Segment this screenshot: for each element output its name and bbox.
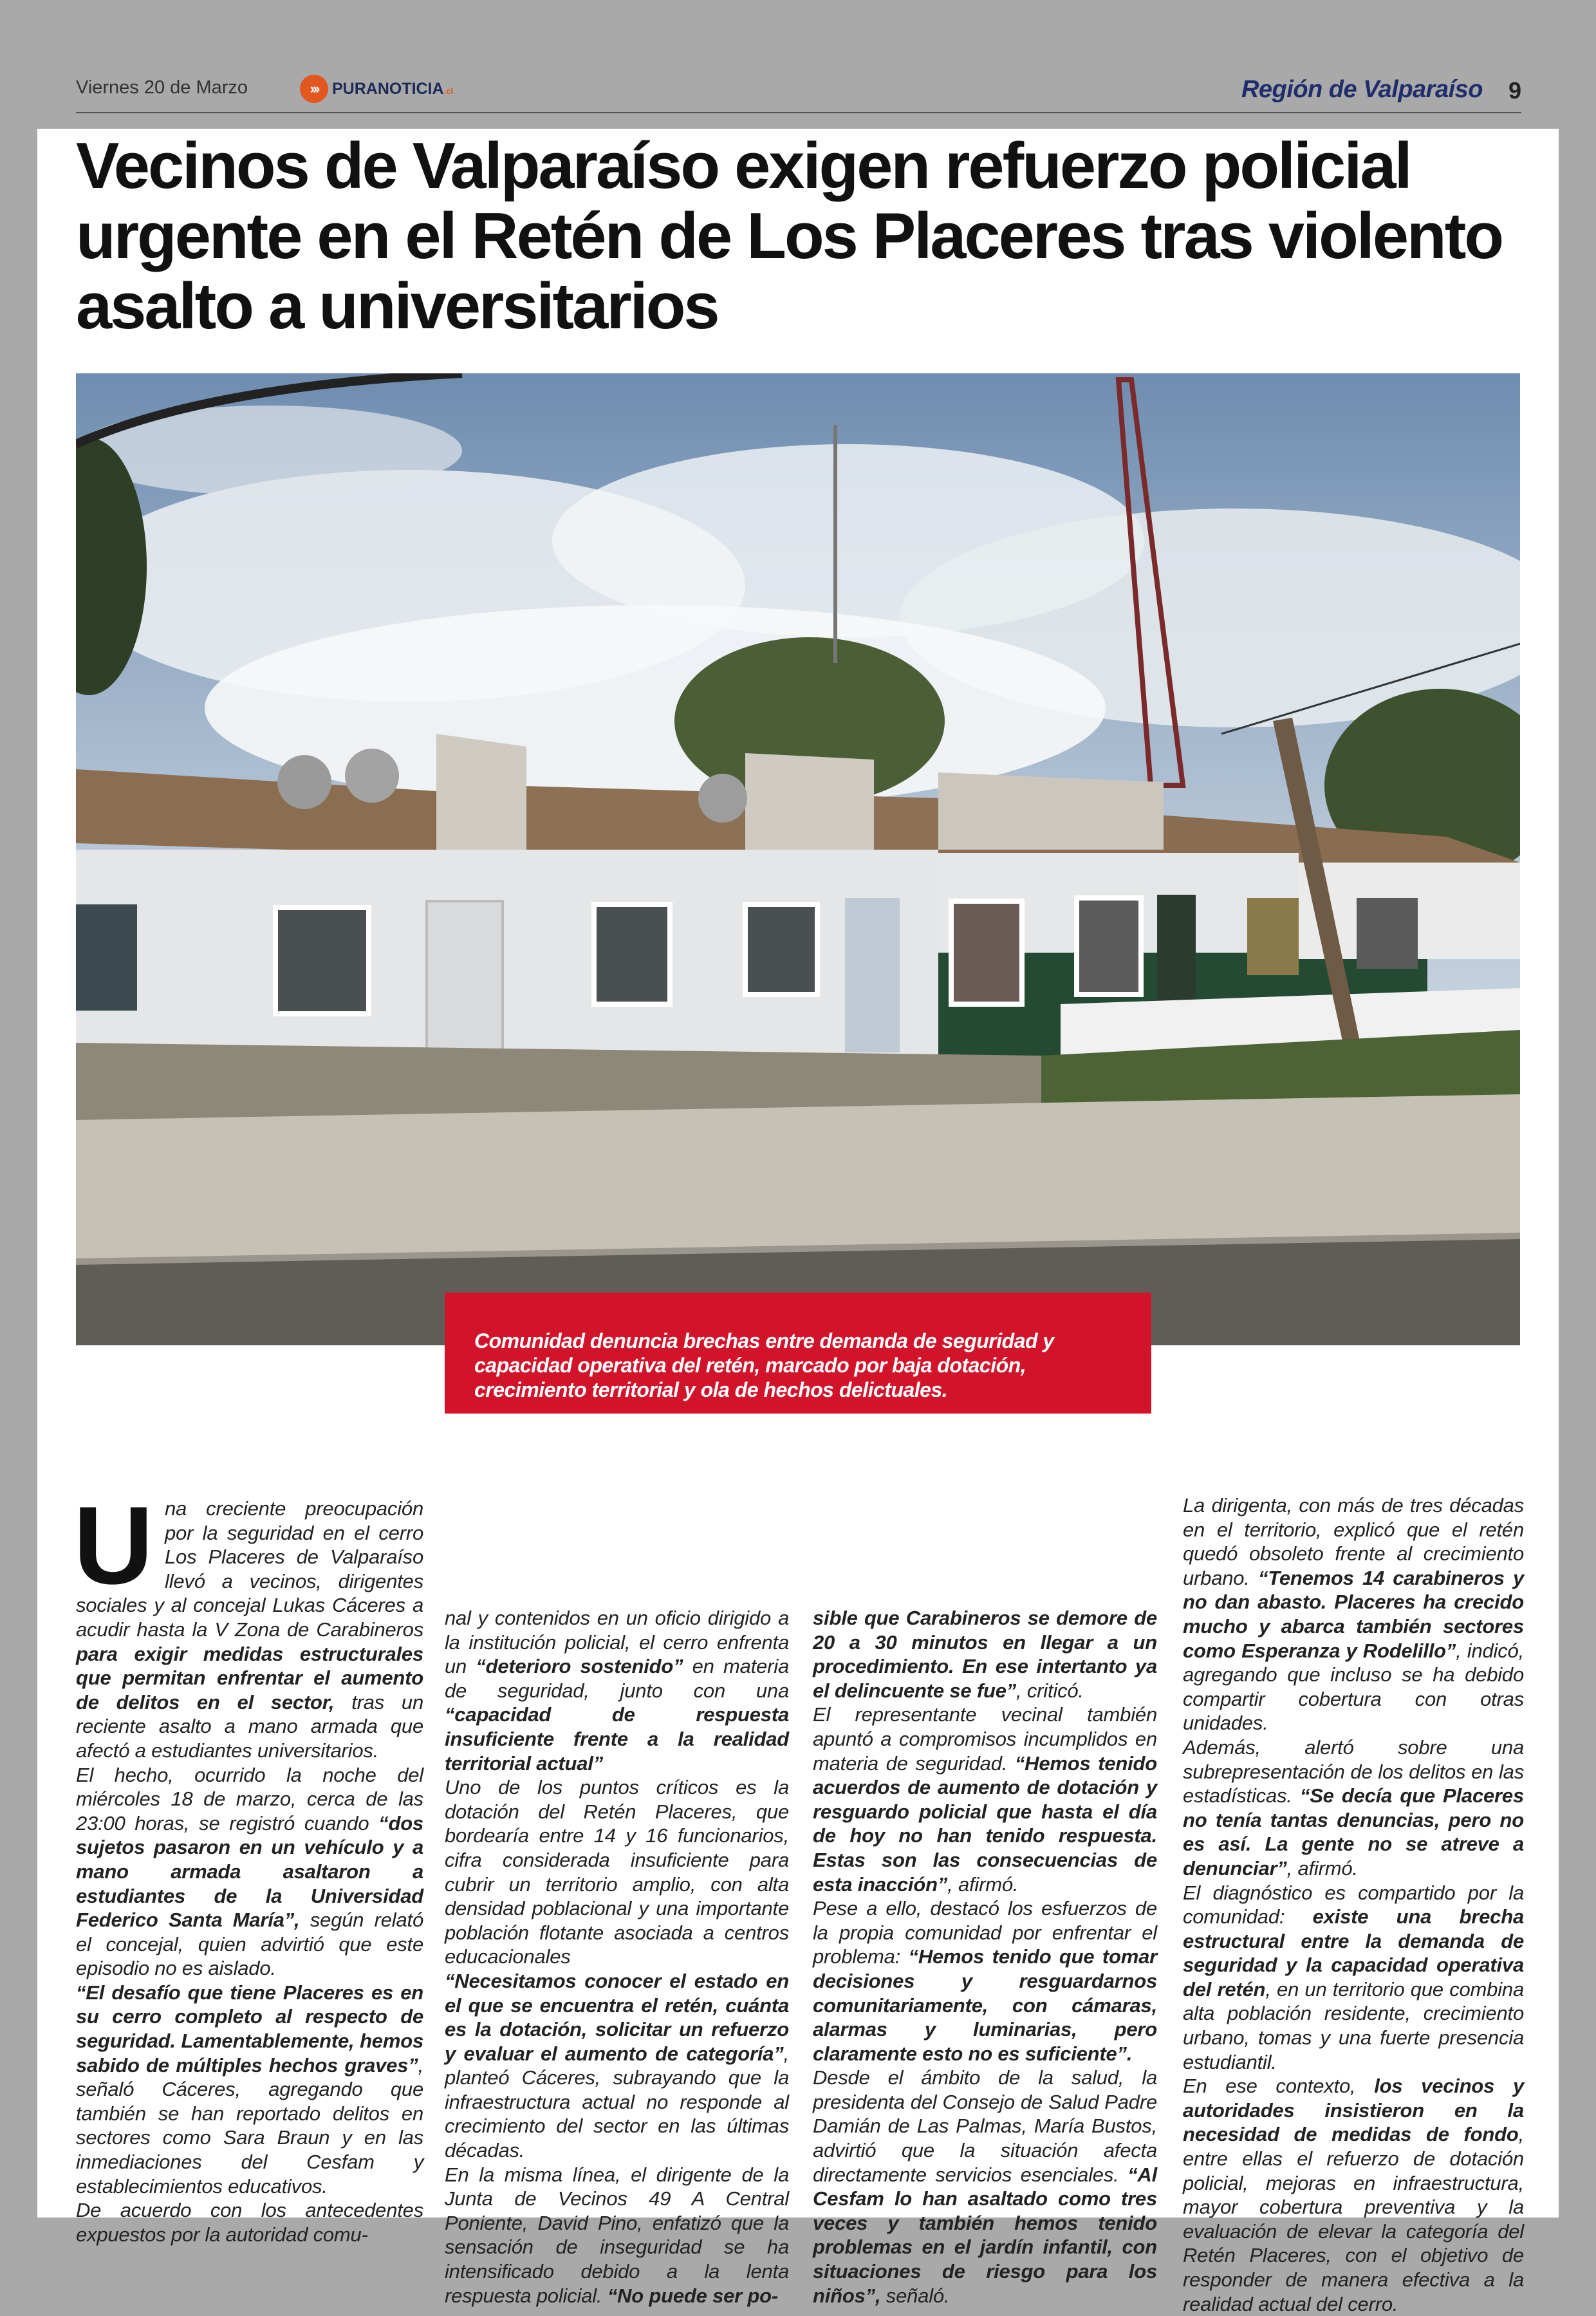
header-divider <box>76 112 1521 113</box>
body-column-2: nal y contenidos en un oficio dirigido a la institución policial, el cerro enfrenta un “deterioro sostenido” en materia de seguridad, junto con una “capacidad de respuesta insuficiente frente a la realidad territorial actual” Uno de los puntos críticos es la dotación del Retén Placeres, que bordearía entre 14 y 16 funcionarios, cifra considerada insuficiente para cubrir un territorio amplio, con alta densidad poblacional y una importante población flotante asociada a centros educacionales “Necesitamos conocer el estado en el que se encuentra el retén, cuánta es la dotación, solicitar un refuerzo y evaluar el aumento de categoría”, planteó Cáceres, subrayando que la infraestructura actual no responde al crecimiento del sector en las últimas décadas. En la misma línea, el dirigente de la Junta de Vecinos 49 A Central Poniente, David Pino, enfatizó que la sensación de inseguridad se ha intensificado debido a la lenta respuesta policial. “No puede ser po- <box>445 1607 789 2307</box>
body-column-4: La dirigenta, con más de tres décadas en el territorio, explicó que el retén quedó obsoleto frente al crecimiento urbano. “Tenemos 14 carabineros y no dan abasto. Placeres ha crecido mucho y abarca también sectores como Esperanza y Rodelillo”, indicó, agregando que incluso se ha debido compartir cobertura con otras unidades. Además, alertó sobre una subrepresentación de los delitos en las estadísticas. “Se decía que Placeres no tenía tantas denuncias, pero no es así. La gente no se atreve a denunciar”, afirmó. El diagnóstico es compartido por la comunidad: existe una brecha estructural entre la demanda de seguridad y la capacidad operativa del retén, en un territorio que combina alta población residente, crecimiento urbano, tomas y una fuerte presencia estudiantil. En ese contexto, los vecinos y autoridades insistieron en la necesidad de medidas de fondo, entre ellas el refuerzo de dotación policial, mejoras en infraestructura, mayor cobertura preventiva y la evaluación de elevar la categoría del Retén Placeres, con el objetivo de responder de manera efectiva a la realidad actual del cerro. <box>1183 1494 1525 2315</box>
logo-domain: .cl <box>443 86 454 96</box>
logo-wordmark: PURANOTICIA <box>332 79 444 98</box>
section-title: Región de Valparaíso <box>1241 76 1483 103</box>
article-page <box>37 129 1559 2315</box>
article-photo <box>76 373 1520 1345</box>
issue-date: Viernes 20 de Marzo <box>76 77 248 98</box>
body-column-1: Una creciente preocupación por la seguridad en el cerro Los Placeres de Valparaíso llevó a vecinos, dirigentes sociales y al concejal Lukas Cáceres a acudir hasta la V Zona de Carabineros para exigir medidas estructurales que permitan enfrentar el aumento de delitos en el sector, tras un reciente asalto a mano armada que afectó a estudiantes universitarios. El hecho, ocurrido la noche del miércoles 18 de marzo, cerca de las 23:00 horas, se registró cuando “dos sujetos pasaron en un vehículo y a mano armada asaltaron a estudiantes de la Universidad Federico Santa María”, según relató el concejal, quien advirtió que este episodio no es aislado. “El desafío que tiene Placeres es en su cerro completo al respecto de seguridad. Lamentablemente, hemos sabido de múltiples hechos graves”, señaló Cáceres, agregando que también se han reportado delitos en sectores como Sara Braun y en las inmediaciones del Cesfam y establecimientos educativos. De acuerdo con los antecedentes expuestos por la autoridad comu- <box>73 1484 423 2246</box>
headline: Vecinos de Valparaíso exigen refuerzo policial urgente en el Retén de Los Placeres tras violento asalto a universitarios <box>76 130 1503 342</box>
drop-cap: U <box>73 1484 154 1607</box>
puranoticia-logo <box>300 75 453 103</box>
photo-police-station-illustration <box>76 373 1520 1345</box>
body-column-3: sible que Carabineros se demore de 20 a 30 minutos en llegar a un procedimiento. En ese intertanto ya el delincuente se fue”, criticó. El representante vecinal también apuntó a compromisos incumplidos en materia de seguridad. “Hemos tenido acuerdos de aumento de dotación y resguardo policial que hasta el día de hoy no han tenido respuesta. Estas son las consecuencias de esta inacción”, afirmó. Pese a ello, destacó los esfuerzos de la propia comunidad por enfrentar el problema: “Hemos tenido que tomar decisiones y resguardarnos comunitariamente, con cámaras, alarmas y luminarias, pero claramente esto no es suficiente”. Desde el ámbito de la salud, la presidenta del Consejo de Salud Padre Damián de Las Palmas, María Bustos, advirtió que la situación afecta directamente servicios esenciales. “Al Cesfam lo han asaltado como tres veces y también hemos tenido problemas en el jardín infantil, con situaciones de riesgo para los niños”, señaló. <box>813 1607 1157 2307</box>
page-number: 9 <box>1508 77 1521 104</box>
article-deck: Comunidad denuncia brechas entre demanda de seguridad y capacidad operativa del retén, marcado por baja dotación, crecimiento territorial y ola de hechos delictuales. <box>445 1293 1151 1414</box>
logo-chevrons-icon: ››› <box>300 75 328 103</box>
